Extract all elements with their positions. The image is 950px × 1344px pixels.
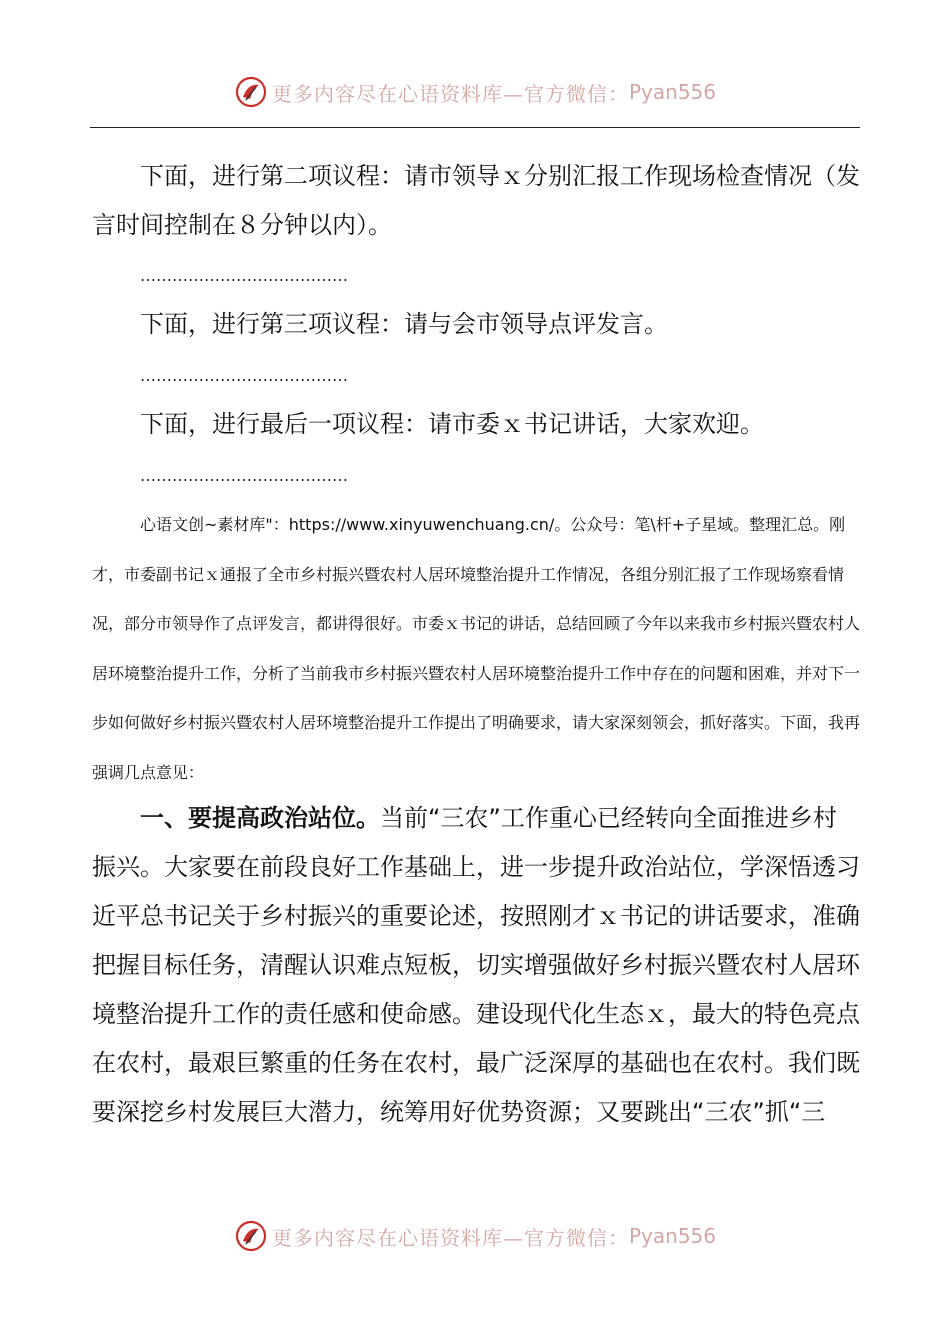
- summary-paragraph: 心语文创~素材库"：https://www.xinyuwenchuang.cn/。公众号：笔\杆+子星域。整理汇总。刚才，市委副书记ｘ通报了全市乡村振兴暨农村人居环境整治提升工作情况，各组分别汇报了工作现场察看情况，部分市领导作了点评发言，都讲得很好。市委ｘ书记的讲话，总结回顾了今年以来我市乡村振兴暨农村人居环境整治提升工作，分析了当前我市乡村振兴暨农村人居环境整治提升工作中存在的问题和困难，并对下一步如何做好乡村振兴暨农村人居环境整治提升工作提出了明确要求，请大家深刻领会，抓好落实。下面，我再强调几点意见：: [92, 515, 861, 782]
- logo-icon: [234, 75, 268, 109]
- point-one-paragraph: [92, 794, 860, 1137]
- ellipsis-divider-1: …………………………………: [140, 266, 348, 285]
- logo-icon: [234, 1219, 268, 1253]
- ellipsis-divider-2: …………………………………: [140, 366, 348, 385]
- agenda-item-3: 下面，进行第三项议程：请与会市领导点评发言。: [140, 310, 668, 338]
- point-one-body: 当前“三农”工作重心已经转向全面推进乡村振兴。大家要在前段良好工作基础上，进一步提升政治站位，学深悟透习近平总书记关于乡村振兴的重要论述，按照刚才ｘ书记的讲话要求，准确把握目标任务，清醒认识难点短板，切实增强做好乡村振兴暨农村人居环境整治提升工作的责任感和使命感。建设现代化生态ｘ，最大的特色亮点在农村，最艰巨繁重的任务在农村，最广泛深厚的基础也在农村。我们既要深挖乡村发展巨大潜力，统筹用好优势资源；又要跳出“三农”抓“三: [92, 804, 860, 1126]
- header-watermark: [0, 70, 950, 114]
- banner-wechat-id: Pyan556: [628, 1224, 716, 1248]
- banner-text: 更多内容尽在心语资料库—官方微信：: [271, 81, 629, 106]
- ellipsis-divider-3: …………………………………: [140, 466, 348, 485]
- header-divider: [90, 127, 860, 128]
- banner-text: 更多内容尽在心语资料库—官方微信：: [271, 1225, 629, 1250]
- point-one-heading: 一、要提高政治站位。: [140, 804, 380, 832]
- agenda-item-2: 下面，进行第二项议程：请市领导ｘ分别汇报工作现场检查情况（发言时间控制在８分钟以内）。: [92, 162, 860, 239]
- agenda-item-final: 下面，进行最后一项议程：请市委ｘ书记讲话，大家欢迎。: [140, 410, 764, 438]
- banner-wechat-id: Pyan556: [628, 80, 716, 104]
- footer-watermark: [0, 1214, 950, 1258]
